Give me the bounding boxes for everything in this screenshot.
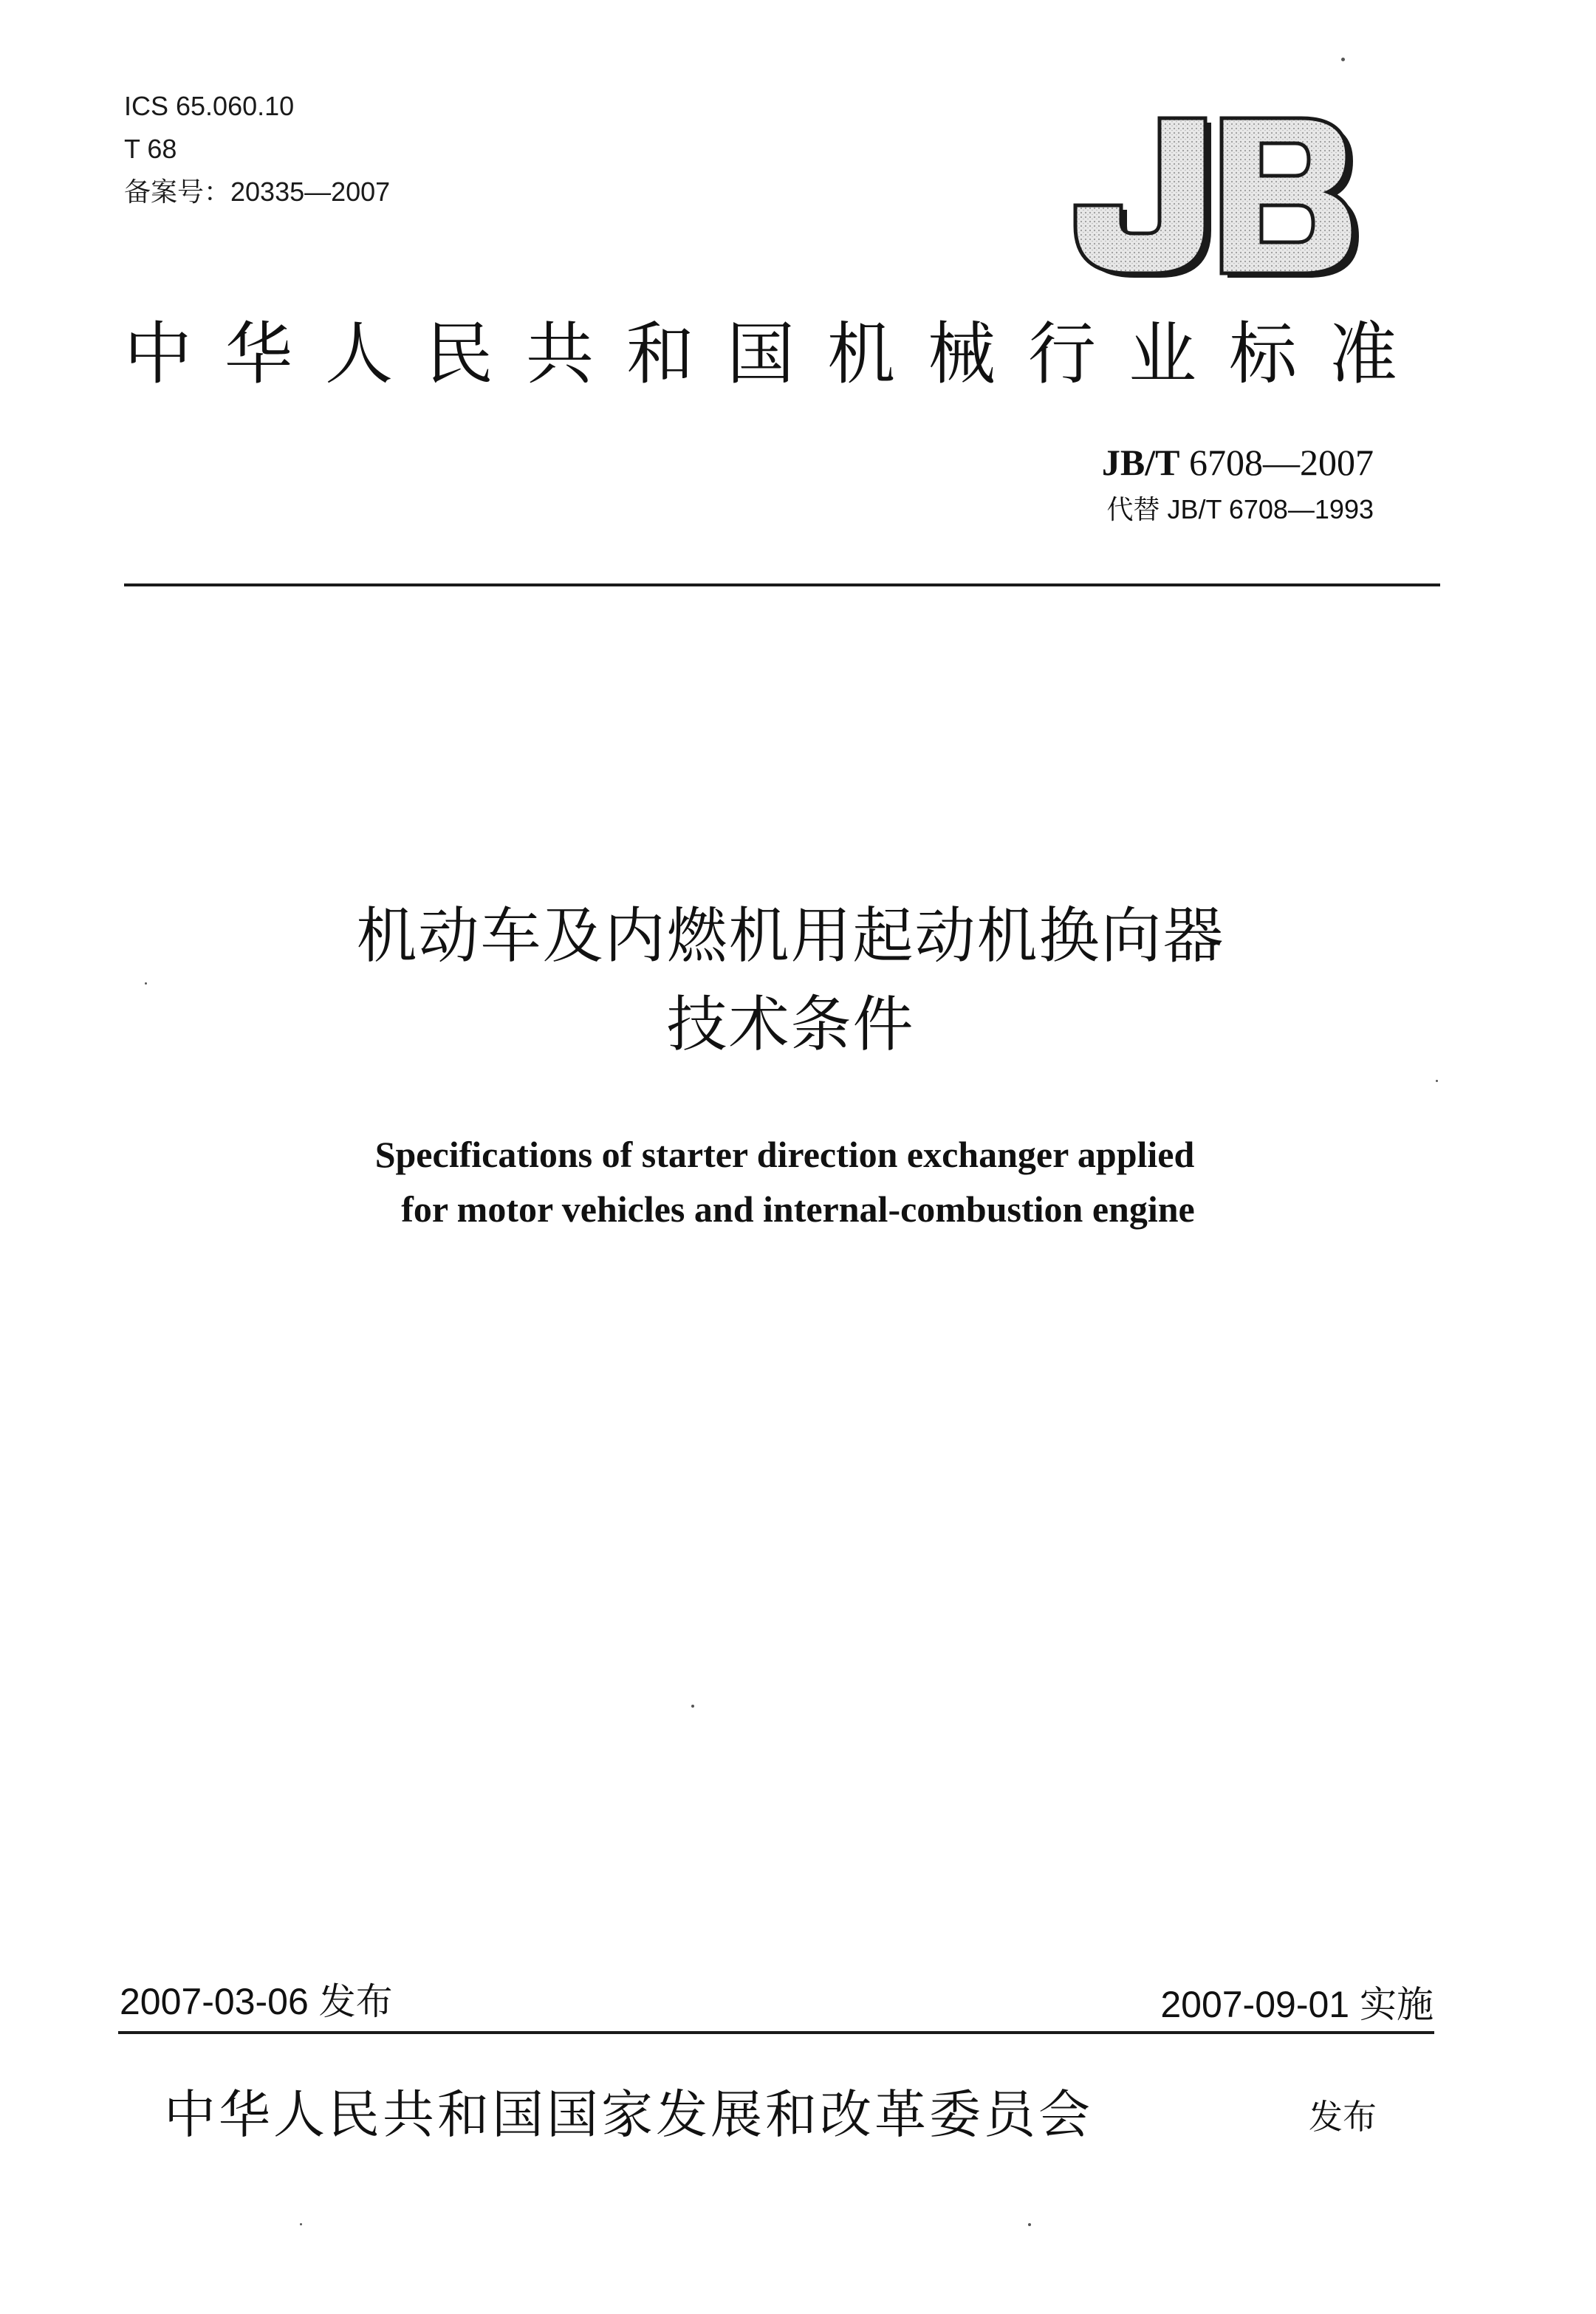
effective-date [1160, 1982, 1434, 2027]
issuing-label: 发布 [1309, 2097, 1377, 2137]
scan-speck [1341, 58, 1345, 61]
standard-number-prefix: JB/T [1101, 442, 1180, 483]
standard-number-value: 6708—2007 [1189, 442, 1374, 483]
document-title-cn-line1: 机动车及内燃机用起动机换向器 [356, 901, 1225, 971]
scan-speck [1028, 2223, 1031, 2226]
issued-date [120, 1979, 393, 2024]
scan-speck [1436, 1080, 1438, 1082]
scan-speck [300, 2223, 302, 2225]
footer-divider [118, 2031, 1434, 2034]
ccs-code: T 68 [124, 134, 177, 164]
document-title-cn-line2: 技术条件 [666, 990, 915, 1060]
effective-label: 实施 [1360, 1983, 1434, 2026]
issued-date-value: 2007-03-06 [120, 1981, 309, 2022]
document-title-en-line1: Specifications of starter direction exchanger applied [374, 1134, 1195, 1175]
scan-speck [691, 1705, 694, 1708]
record-number: 备案号：20335—2007 [124, 177, 391, 207]
jb-standard-logo [1058, 109, 1360, 279]
issuing-authority: 中华人民共和国国家发展和改革委员会 [164, 2084, 1093, 2145]
standard-number [1064, 440, 1374, 485]
issued-label: 发布 [318, 1980, 393, 2023]
header-divider [124, 583, 1440, 586]
replaces-standard: 代替 JB/T 6708—1993 [1106, 494, 1374, 524]
document-title-en-line2: for motor vehicles and internal-combustion engine [401, 1188, 1195, 1230]
ics-code: ICS 65.060.10 [124, 91, 295, 121]
standard-category-title: 中华人民共和国机械行业标准 [124, 315, 1431, 394]
scan-speck [145, 982, 147, 985]
effective-date-value: 2007-09-01 [1160, 1984, 1350, 2025]
